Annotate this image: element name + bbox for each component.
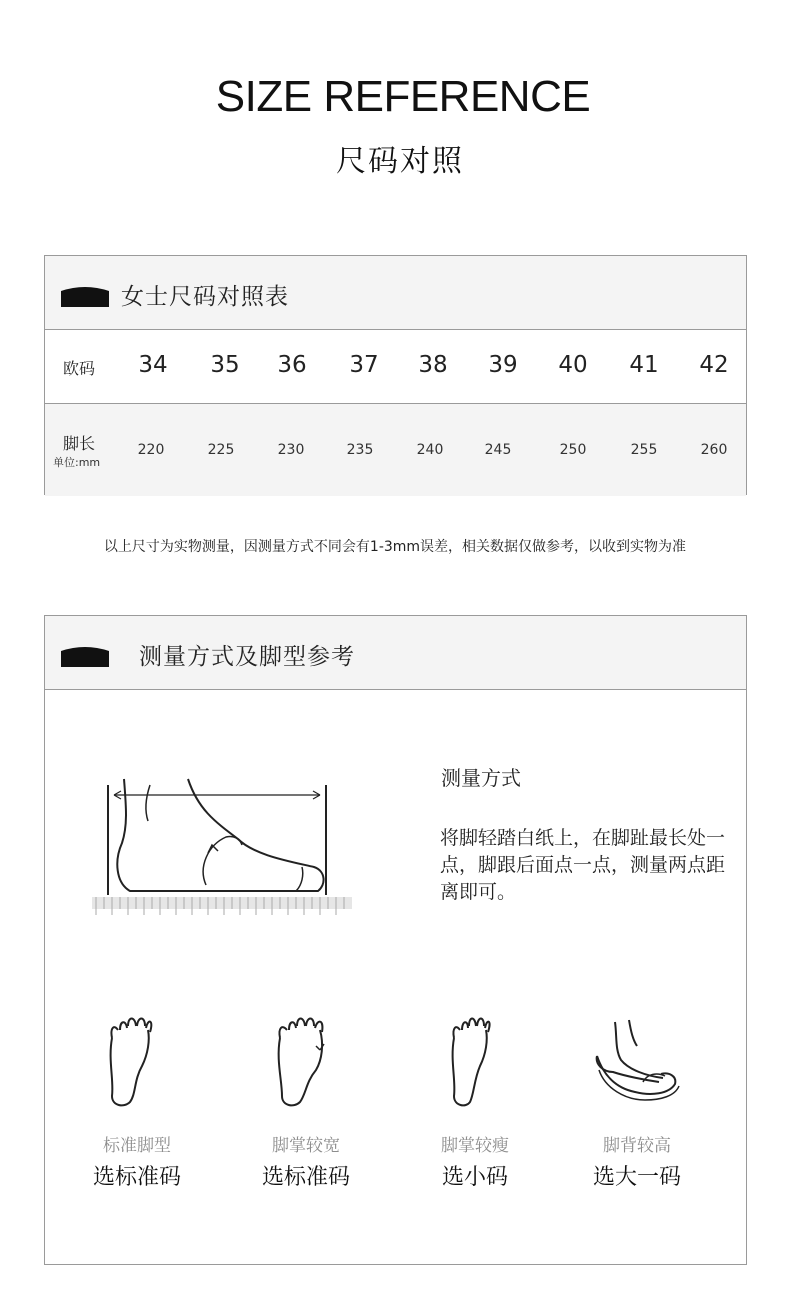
foot-length-cell: 220 bbox=[137, 442, 165, 458]
size-cell: 39 bbox=[488, 352, 518, 378]
page-title-en: SIZE REFERENCE bbox=[215, 72, 591, 121]
size-table bbox=[44, 255, 747, 495]
foot-type-label: 脚掌较瘦 bbox=[441, 1136, 509, 1156]
size-table-title: 女士尺码对照表 bbox=[121, 284, 289, 310]
measure-section-title: 测量方式及脚型参考 bbox=[139, 644, 355, 670]
foot-type-advice: 选标准码 bbox=[92, 1165, 181, 1190]
size-table-header bbox=[45, 256, 746, 330]
wide-foot-icon bbox=[270, 1010, 330, 1110]
foot-length-label: 脚长 bbox=[63, 434, 96, 453]
page-title-cn: 尺码对照 bbox=[336, 144, 464, 179]
foot-type-high-instep bbox=[560, 1010, 710, 1110]
size-row bbox=[45, 330, 746, 404]
foot-length-cell: 225 bbox=[207, 442, 235, 458]
foot-length-cell: 255 bbox=[630, 442, 658, 458]
standard-foot-icon bbox=[100, 1010, 160, 1110]
section-flag-icon bbox=[61, 285, 109, 307]
narrow-foot-icon bbox=[440, 1010, 500, 1110]
foot-length-cell: 230 bbox=[277, 442, 305, 458]
section-flag-icon bbox=[61, 645, 109, 667]
foot-type-label: 脚背较高 bbox=[603, 1136, 671, 1156]
foot-type-standard bbox=[55, 1010, 205, 1110]
size-cell: 37 bbox=[349, 352, 379, 378]
size-cell: 34 bbox=[138, 352, 168, 378]
foot-length-cell: 235 bbox=[346, 442, 374, 458]
foot-type-advice: 选标准码 bbox=[261, 1165, 350, 1190]
foot-length-cell: 250 bbox=[559, 442, 587, 458]
foot-length-cell: 245 bbox=[484, 442, 512, 458]
foot-type-advice: 选小码 bbox=[441, 1165, 508, 1190]
foot-length-cell: 260 bbox=[700, 442, 728, 458]
size-cell: 38 bbox=[418, 352, 448, 378]
size-cell: 35 bbox=[210, 352, 240, 378]
foot-type-label: 标准脚型 bbox=[103, 1136, 171, 1156]
measure-title: 测量方式 bbox=[441, 766, 521, 790]
foot-length-row bbox=[45, 404, 746, 496]
foot-type-label: 脚掌较宽 bbox=[272, 1136, 340, 1156]
size-cell: 41 bbox=[629, 352, 659, 378]
foot-type-narrow bbox=[395, 1010, 545, 1110]
measure-instructions: 将脚轻踏白纸上，在脚趾最长处一点，脚跟后面点一点，测量两点距离即可。 bbox=[440, 827, 726, 903]
size-cell: 36 bbox=[277, 352, 307, 378]
foot-measure-icon bbox=[88, 775, 358, 925]
size-row-label: 欧码 bbox=[63, 359, 96, 378]
foot-type-wide bbox=[225, 1010, 375, 1110]
foot-length-cell: 240 bbox=[416, 442, 444, 458]
measure-section-header bbox=[45, 616, 746, 690]
foot-type-advice: 选大一码 bbox=[592, 1165, 681, 1190]
high-instep-icon bbox=[585, 1010, 685, 1110]
foot-length-unit: 单位:mm bbox=[53, 456, 101, 469]
size-cell: 40 bbox=[558, 352, 588, 378]
size-cell: 42 bbox=[699, 352, 729, 378]
size-note: 以上尺寸为实物测量，因测量方式不同会有1-3mm误差，相关数据仅做参考，以收到实物为准 bbox=[103, 539, 687, 555]
